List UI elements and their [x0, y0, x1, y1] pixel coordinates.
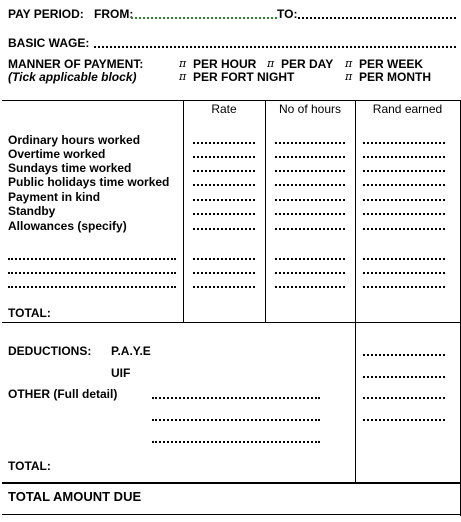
- total-due-top-border: [2, 482, 461, 484]
- rate-field[interactable]: [193, 156, 255, 158]
- hours-field[interactable]: [275, 156, 345, 158]
- hours-field[interactable]: [275, 213, 345, 215]
- rand-earned-field[interactable]: [363, 286, 445, 288]
- pay-period-label: PAY PERIOD:: [8, 7, 84, 21]
- hours-field[interactable]: [275, 272, 345, 274]
- tick-box-icon[interactable]: π: [345, 70, 353, 83]
- tick-box-icon[interactable]: π: [179, 70, 187, 83]
- rate-field[interactable]: [193, 258, 255, 260]
- form-bottom-border: [2, 514, 461, 515]
- to-date-field[interactable]: [298, 17, 456, 19]
- row-label-standby: Standby: [8, 204, 56, 218]
- from-label: FROM:: [94, 7, 134, 21]
- to-label: TO:: [277, 7, 298, 21]
- deductions-total-label: TOTAL:: [8, 459, 51, 473]
- option-per-month: PER MONTH: [359, 70, 431, 84]
- other-deduction-detail-field[interactable]: [152, 397, 320, 399]
- row-label-sundays: Sundays time worked: [8, 161, 132, 175]
- rand-earned-field[interactable]: [363, 272, 445, 274]
- column-divider: [183, 100, 184, 322]
- hours-field[interactable]: [275, 228, 345, 230]
- option-per-week: PER WEEK: [359, 57, 424, 71]
- row-label-overtime: Overtime worked: [8, 147, 106, 161]
- other-deduction-detail-field[interactable]: [152, 441, 320, 443]
- basic-wage-label: BASIC WAGE:: [8, 36, 90, 50]
- tick-box-icon[interactable]: π: [345, 57, 353, 70]
- column-header-hours: No of hours: [278, 102, 342, 116]
- rand-earned-field[interactable]: [363, 258, 445, 260]
- rand-earned-field[interactable]: [363, 228, 445, 230]
- column-divider: [355, 100, 356, 482]
- row-label-public-holidays: Public holidays time worked: [8, 175, 170, 189]
- from-date-field[interactable]: [131, 17, 277, 19]
- rand-earned-field[interactable]: [363, 213, 445, 215]
- column-header-rand-earned: Rand earned: [372, 102, 443, 116]
- rate-field[interactable]: [193, 272, 255, 274]
- paye-amount-field[interactable]: [363, 354, 445, 356]
- total-amount-due-label: TOTAL AMOUNT DUE: [8, 489, 142, 504]
- rand-earned-field[interactable]: [363, 156, 445, 158]
- rate-field[interactable]: [193, 142, 255, 144]
- hours-field[interactable]: [275, 142, 345, 144]
- row-label-payment-in-kind: Payment in kind: [8, 190, 101, 204]
- hours-field[interactable]: [275, 170, 345, 172]
- tick-note: (Tick applicable block): [8, 70, 137, 84]
- allowance-description-field[interactable]: [8, 272, 176, 274]
- hours-field[interactable]: [275, 258, 345, 260]
- other-deductions-label: OTHER (Full detail): [8, 387, 118, 401]
- option-per-fort-night: PER FORT NIGHT: [193, 70, 295, 84]
- basic-wage-field[interactable]: [94, 46, 456, 48]
- tick-box-icon[interactable]: π: [179, 57, 187, 70]
- rate-field[interactable]: [193, 184, 255, 186]
- rate-field[interactable]: [193, 213, 255, 215]
- rate-field[interactable]: [193, 286, 255, 288]
- row-label-ordinary-hours: Ordinary hours worked: [8, 133, 141, 147]
- option-per-day: PER DAY: [281, 57, 334, 71]
- row-label-allowances: Allowances (specify): [8, 219, 127, 233]
- rand-earned-field[interactable]: [363, 199, 445, 201]
- paye-label: P.A.Y.E: [111, 344, 151, 358]
- tick-box-icon[interactable]: π: [267, 57, 275, 70]
- deductions-label: DEDUCTIONS:: [8, 344, 92, 358]
- option-per-hour: PER HOUR: [193, 57, 257, 71]
- allowance-description-field[interactable]: [8, 258, 176, 260]
- deductions-top-border: [2, 322, 461, 323]
- rate-field[interactable]: [193, 170, 255, 172]
- table-top-border: [2, 100, 461, 101]
- other-deduction-amount-field[interactable]: [363, 397, 445, 399]
- manner-of-payment-label: MANNER OF PAYMENT:: [8, 57, 144, 71]
- uif-label: UIF: [111, 366, 131, 380]
- rate-field[interactable]: [193, 199, 255, 201]
- column-divider: [265, 100, 266, 322]
- hours-field[interactable]: [275, 199, 345, 201]
- rate-field[interactable]: [193, 228, 255, 230]
- other-deduction-detail-field[interactable]: [152, 419, 320, 421]
- earnings-total-label: TOTAL:: [8, 306, 51, 320]
- rand-earned-field[interactable]: [363, 184, 445, 186]
- hours-field[interactable]: [275, 184, 345, 186]
- other-deduction-amount-field[interactable]: [363, 419, 445, 421]
- uif-amount-field[interactable]: [363, 376, 445, 378]
- hours-field[interactable]: [275, 286, 345, 288]
- column-header-rate: Rate: [211, 102, 237, 116]
- allowance-description-field[interactable]: [8, 286, 176, 288]
- rand-earned-field[interactable]: [363, 142, 445, 144]
- rand-earned-field[interactable]: [363, 170, 445, 172]
